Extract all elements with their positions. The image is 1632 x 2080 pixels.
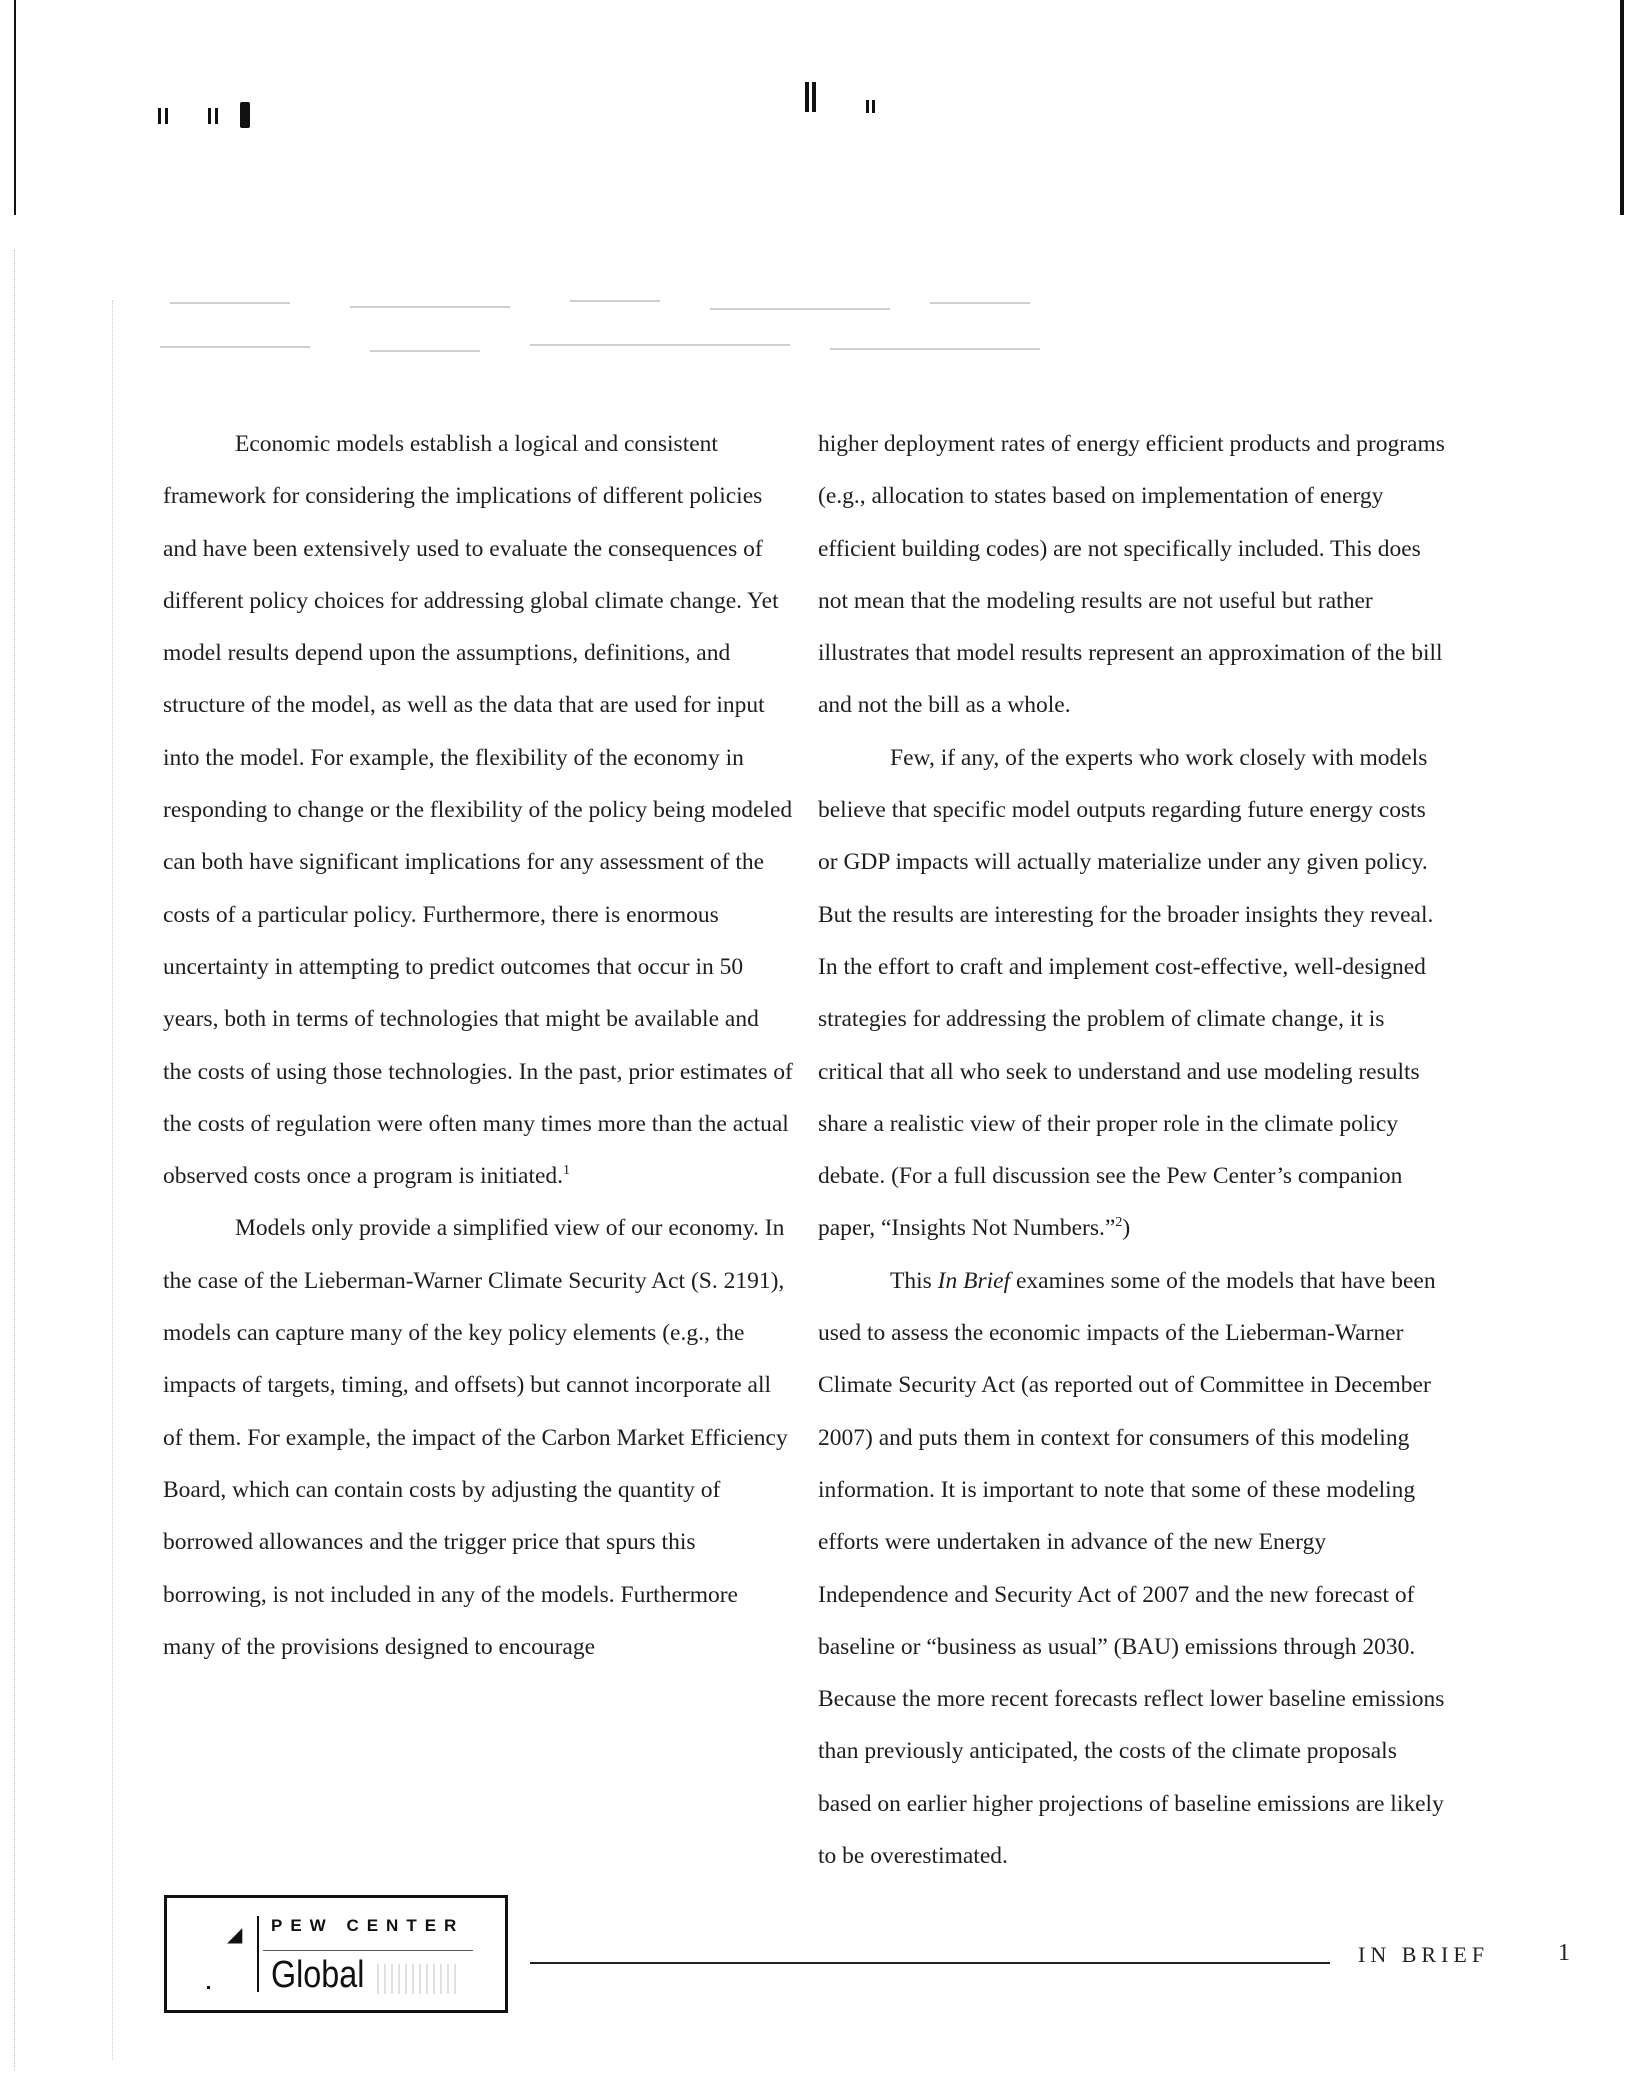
section-label: IN BRIEF: [1358, 1942, 1490, 1967]
logo-arrow-icon: ◢: [227, 1922, 243, 1946]
logo-wordmark: Global: [271, 1954, 365, 1996]
scan-dotted-edge-inner: [112, 300, 113, 2060]
faded-heading-residue: [150, 290, 1080, 380]
logo-rule: [263, 1950, 473, 1951]
scan-edge-right: [1620, 0, 1624, 215]
body-paragraph-continued: higher deployment rates of energy efficient products and programs (e.g., allocation to states based on implementation of energy efficient building codes) are not specifically included. This does not mean that the modeling results are not useful but rather illustrates that model results represent an approximation of the bill and not the bill as a whole.: [818, 431, 1445, 719]
footnote-ref: 1: [563, 1163, 571, 1179]
logo-dot-mark: [207, 1986, 210, 1989]
left-column: [163, 418, 793, 1673]
page-number: 1: [1558, 1940, 1570, 1966]
body-paragraph: Few, if any, of the experts who work closely with models believe that specific model outputs regarding future energy costs or GDP impacts will actually materialize under any given policy. But the results are interesting for the broader insights they reveal. In the effort to craft and implement cost-effective, well-designed strategies for addressing the problem of climate change, it is critical that all who seek to understand and use modeling results share a realistic view of their proper role in the climate policy debate. (For a full discussion see the Pew Center’s companion paper, “Insights Not Numbers.”$^2$): [818, 744, 1434, 1242]
body-paragraph: This In Brief examines some of the models that have been used to assess the economic impacts of the Lieberman-Warner Climate Security Act (as reported out of Committee in December 2007) and puts them in context for consumers of this modeling information. It is important to note that some of these modeling efforts were undertaken in advance of the new Energy Independence and Security Act of 2007 and the new forecast of baseline or “business as usual” (BAU) emissions through 2030. Because the more recent forecasts reflect lower baseline emissions than previously anticipated, the costs of the climate proposals based on earlier higher projections of baseline emissions are likely to be overestimated.: [818, 1267, 1445, 1870]
publication-title: In Brief: [937, 1267, 1011, 1294]
scan-dotted-edge: [14, 250, 15, 2070]
logo-org-name: PEW CENTER: [271, 1916, 465, 1935]
logo-faded-dots: [377, 1964, 457, 1994]
footnote-ref: 2: [1115, 1215, 1123, 1231]
right-column: [818, 418, 1448, 1882]
pew-center-logo: [164, 1895, 508, 2013]
logo-divider: [257, 1916, 259, 1992]
scan-edge-left: [14, 0, 16, 215]
body-paragraph: Economic models establish a logical and consistent framework for considering the implications of different policies and have been extensively used to evaluate the consequences of different policy choices for addressing global climate change. Yet model results depend upon the assumptions, definitions, and structure of the model, as well as the data that are used for input into the model. For example, the flexibility of the economy in responding to change or the flexibility of the policy being modeled can both have significant implications for any assessment of the costs of a particular policy. Furthermore, there is enormous uncertainty in attempting to predict outcomes that occur in 50 years, both in terms of technologies that might be available and the costs of using those technologies. In the past, prior estimates of the costs of regulation were often many times more than the actual observed costs once a program is initiated.$^1$: [163, 431, 793, 1190]
body-paragraph: Models only provide a simplified view of our economy. In the case of the Lieberman-Warner Climate Security Act (S. 2191), models can capture many of the key policy elements (e.g., the impacts of targets, timing, and offsets) but cannot incorporate all of them. For example, the impact of the Carbon Market Efficiency Board, which can contain costs by adjusting the quantity of borrowed allowances and the trigger price that spurs this borrowing, is not included in any of the models. Furthermore many of the provisions designed to encourage: [163, 1215, 788, 1660]
footer-rule: [530, 1962, 1330, 1964]
